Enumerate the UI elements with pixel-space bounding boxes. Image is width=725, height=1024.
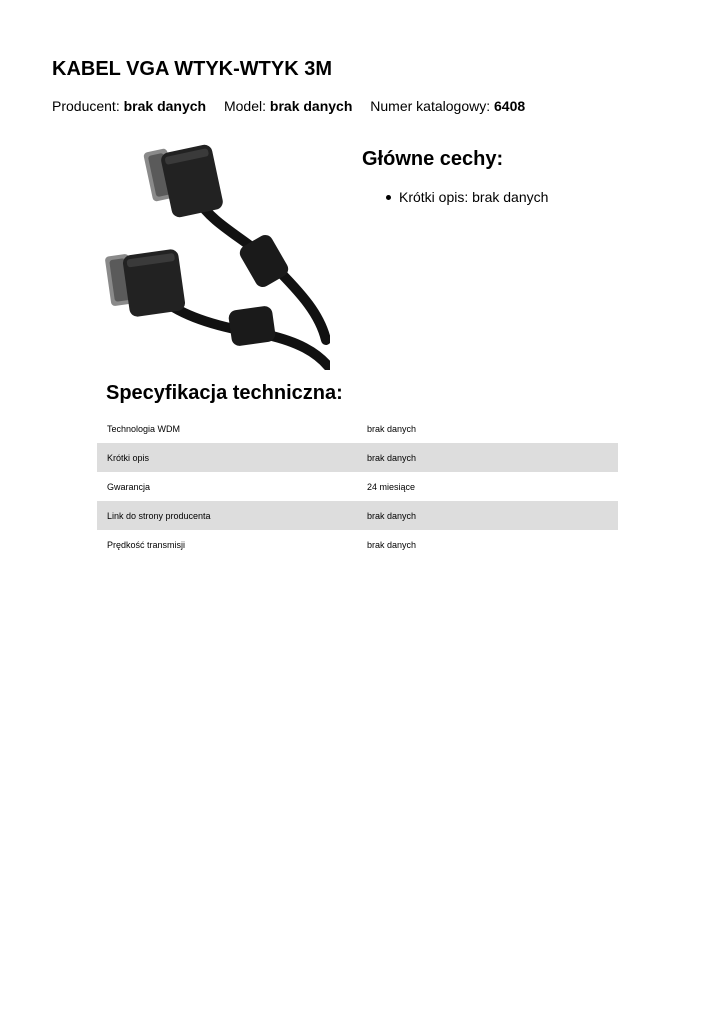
product-meta <box>52 97 525 115</box>
features-list <box>386 188 548 206</box>
spec-table <box>97 414 618 559</box>
producer-info <box>52 98 206 114</box>
producer-value: brak danych <box>123 98 207 114</box>
table-row <box>97 472 618 501</box>
producer-label: Producent: <box>52 98 120 114</box>
catalog-number-info <box>370 98 525 114</box>
spec-value: brak danych <box>367 423 417 434</box>
bullet-icon <box>386 195 391 200</box>
feature-item <box>386 188 548 206</box>
spec-value: brak danych <box>357 443 618 472</box>
table-row <box>97 414 618 443</box>
feature-text: Krótki opis: brak danych <box>399 189 549 205</box>
product-title: KABEL VGA WTYK-WTYK 3M <box>52 58 332 80</box>
table-row <box>97 443 618 472</box>
model-value: brak danych <box>269 98 353 114</box>
catalog-number-value: 6408 <box>494 98 526 114</box>
table-row <box>97 530 618 559</box>
spec-value: 24 miesiące <box>367 481 416 492</box>
spec-label: Technologia WDM <box>107 423 181 434</box>
spec-label: Prędkość transmisji <box>107 539 186 550</box>
vga-cable-image <box>88 130 330 370</box>
model-info <box>224 98 352 114</box>
spec-label: Gwarancja <box>107 481 151 492</box>
spec-label: Link do strony producenta <box>97 501 357 530</box>
spec-heading: Specyfikacja techniczna: <box>106 382 343 404</box>
features-heading: Główne cechy: <box>362 148 504 170</box>
model-label: Model: <box>223 98 267 114</box>
spec-label: Krótki opis <box>97 443 357 472</box>
spec-value: brak danych <box>367 539 417 550</box>
table-row <box>97 501 618 530</box>
product-image <box>88 130 330 370</box>
catalog-number-label: Numer katalogowy: <box>370 98 491 114</box>
spec-value: brak danych <box>357 501 618 530</box>
